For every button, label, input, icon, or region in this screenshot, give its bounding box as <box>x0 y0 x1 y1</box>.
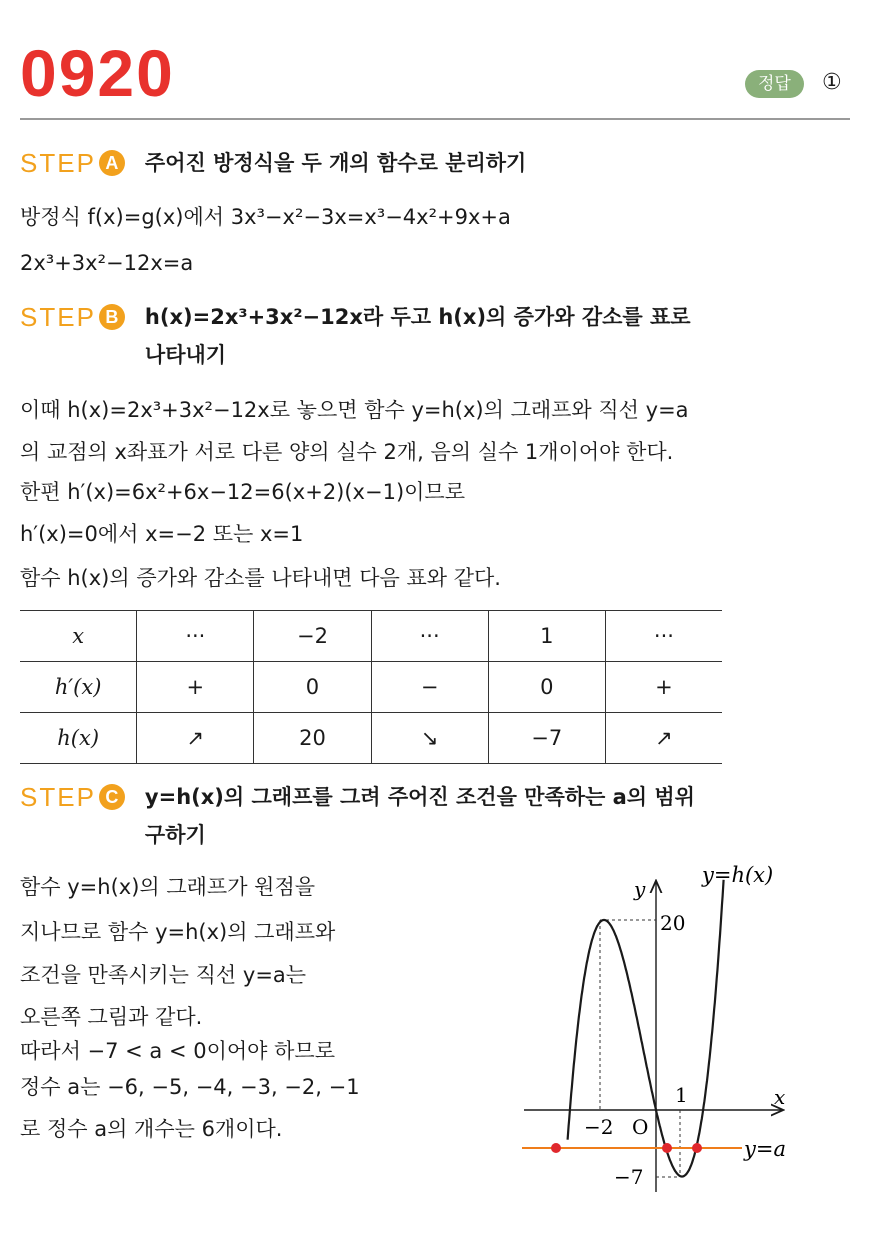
step-b-line-3: 한편 h′(x)=6x²+6x−12=6(x+2)(x−1)이므로 <box>20 480 465 504</box>
step-c-line-1: 함수 y=h(x)의 그래프가 원점을 <box>20 875 316 899</box>
table-cell: + <box>605 662 722 713</box>
step-a-label <box>20 148 125 178</box>
answer-badge: 정답 <box>745 70 804 98</box>
curve-label: y=h(x) <box>702 863 774 887</box>
step-c-label <box>20 782 125 812</box>
table-cell: ↘ <box>371 713 488 764</box>
table-cell: x <box>20 611 137 662</box>
step-b-letter: B <box>99 304 125 330</box>
step-b-header <box>20 302 691 370</box>
intersection-point <box>551 1143 561 1153</box>
step-c-line-7: 로 정수 a의 개수는 6개이다. <box>20 1117 283 1141</box>
intersection-point <box>692 1143 702 1153</box>
table-cell: −2 <box>254 611 371 662</box>
step-b-line-5: 함수 h(x)의 증가와 감소를 나타내면 다음 표와 같다. <box>20 566 501 590</box>
step-b-line-4: h′(x)=0에서 x=−2 또는 x=1 <box>20 522 304 546</box>
step-b-title-line-1: h(x)=2x³+3x²−12x라 두고 h(x)의 증가와 감소를 표로 <box>144 305 691 329</box>
step-c-title <box>125 782 695 850</box>
label-20: 20 <box>660 911 686 935</box>
step-b-title <box>125 302 691 370</box>
step-c-title-line-1: y=h(x)의 그래프를 그려 주어진 조건을 만족하는 a의 범위 <box>144 785 695 809</box>
table-cell: + <box>137 662 254 713</box>
step-a-title: 주어진 방정식을 두 개의 함수로 분리하기 <box>144 151 527 175</box>
table-cell: 0 <box>254 662 371 713</box>
step-b-title-line-2: 나타내기 <box>144 343 227 367</box>
table-cell: h(x) <box>20 713 137 764</box>
label-neg7: −7 <box>614 1165 644 1189</box>
step-b-line-2: 의 교점의 x좌표가 서로 다른 양의 실수 2개, 음의 실수 1개이어야 한다. <box>20 440 674 464</box>
line-label: y=a <box>744 1137 786 1161</box>
step-a-header <box>20 148 526 178</box>
table-cell: −7 <box>488 713 605 764</box>
header-divider <box>20 118 850 120</box>
intersection-point <box>662 1143 672 1153</box>
label-neg2: −2 <box>584 1115 614 1139</box>
problem-number: 0920 <box>20 36 175 110</box>
table-cell: 20 <box>254 713 371 764</box>
origin-label: O <box>632 1115 649 1139</box>
label-1: 1 <box>675 1083 688 1107</box>
x-axis-label: x <box>774 1085 786 1109</box>
step-b-label <box>20 302 125 332</box>
table-cell: ··· <box>371 611 488 662</box>
step-a-line-1: 방정식 f(x)=g(x)에서 3x³−x²−3x=x³−4x²+9x+a <box>20 205 511 229</box>
step-c-line-5: 따라서 −7 < a < 0이어야 하므로 <box>20 1039 336 1063</box>
variation-table <box>20 610 722 764</box>
step-c-line-6: 정수 a는 −6, −5, −4, −3, −2, −1 <box>20 1075 360 1099</box>
step-a-letter: A <box>99 150 125 176</box>
table-cell: 0 <box>488 662 605 713</box>
y-axis-label: y <box>634 877 646 901</box>
table-cell: 1 <box>488 611 605 662</box>
table-cell: ↗ <box>605 713 722 764</box>
table-row <box>20 611 722 662</box>
table-row <box>20 662 722 713</box>
step-b-line-1: 이때 h(x)=2x³+3x²−12x로 놓으면 함수 y=h(x)의 그래프와 직선 y=a <box>20 398 689 422</box>
table-cell: h′(x) <box>20 662 137 713</box>
function-graph <box>520 860 820 1200</box>
answer-value: ① <box>822 70 842 95</box>
table-cell: ··· <box>137 611 254 662</box>
step-b-label-text: STEP <box>20 302 96 332</box>
step-c-letter: C <box>99 784 125 810</box>
step-c-line-4: 오른쪽 그림과 같다. <box>20 1005 203 1029</box>
step-c-label-text: STEP <box>20 782 96 812</box>
step-a-line-2: 2x³+3x²−12x=a <box>20 251 194 275</box>
table-cell: ↗ <box>137 713 254 764</box>
step-c-title-line-2: 구하기 <box>144 823 206 847</box>
step-c-line-2: 지나므로 함수 y=h(x)의 그래프와 <box>20 920 336 944</box>
step-c-line-3: 조건을 만족시키는 직선 y=a는 <box>20 963 307 987</box>
table-row <box>20 713 722 764</box>
table-cell: − <box>371 662 488 713</box>
step-a-label-text: STEP <box>20 148 96 178</box>
table-cell: ··· <box>605 611 722 662</box>
step-c-header <box>20 782 695 850</box>
